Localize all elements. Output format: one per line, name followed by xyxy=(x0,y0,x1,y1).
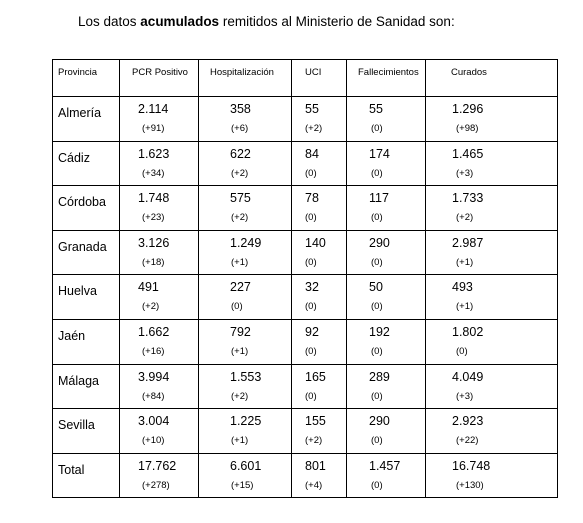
value-cell xyxy=(426,409,558,454)
daily-delta: (+23) xyxy=(142,212,165,224)
cumulative-value: 174 xyxy=(369,146,390,161)
cumulative-value: 3.004 xyxy=(138,414,170,429)
cumulative-value: 792 xyxy=(230,324,251,339)
header-provincia: Provincia xyxy=(53,60,120,97)
value-cell xyxy=(347,186,426,231)
header-pcr-positivo: PCR Positivo xyxy=(120,60,199,97)
daily-delta: (+2) xyxy=(231,167,249,179)
daily-delta: (+16) xyxy=(142,345,165,357)
daily-delta: (+34) xyxy=(142,167,165,179)
value-cell xyxy=(199,186,292,231)
cumulative-value: 491 xyxy=(138,280,159,295)
daily-delta: (0) xyxy=(371,256,383,268)
daily-delta: (+3) xyxy=(456,167,474,179)
value-cell xyxy=(120,453,199,498)
value-cell xyxy=(199,319,292,364)
cumulative-value: 50 xyxy=(369,280,383,295)
cumulative-value: 2.923 xyxy=(452,414,484,429)
daily-delta: (0) xyxy=(371,435,383,447)
value-cell xyxy=(199,97,292,142)
daily-delta: (+4) xyxy=(305,479,323,491)
value-cell xyxy=(199,409,292,454)
daily-delta: (0) xyxy=(305,256,317,268)
header-uci: UCI xyxy=(292,60,347,97)
provincia-cell: Almería xyxy=(53,97,120,142)
value-cell xyxy=(426,275,558,320)
value-cell xyxy=(426,141,558,186)
value-cell xyxy=(292,97,347,142)
daily-delta: (+15) xyxy=(231,479,254,491)
cumulative-value: 1.748 xyxy=(138,191,170,206)
value-cell xyxy=(292,364,347,409)
value-cell xyxy=(120,275,199,320)
table-row xyxy=(53,453,558,498)
value-cell xyxy=(120,141,199,186)
cumulative-value: 1.733 xyxy=(452,191,484,206)
value-cell xyxy=(292,453,347,498)
value-cell xyxy=(199,275,292,320)
value-cell xyxy=(120,230,199,275)
daily-delta: (0) xyxy=(371,345,383,357)
value-cell xyxy=(120,186,199,231)
table-row xyxy=(53,275,558,320)
value-cell xyxy=(426,319,558,364)
value-cell xyxy=(292,409,347,454)
value-cell xyxy=(426,453,558,498)
cumulative-value: 192 xyxy=(369,324,390,339)
cumulative-value: 358 xyxy=(230,102,251,116)
daily-delta: (+2) xyxy=(142,301,160,313)
cumulative-value: 84 xyxy=(305,146,319,161)
provincia-cell: Cádiz xyxy=(53,141,120,186)
intro-text xyxy=(78,14,455,29)
cumulative-value: 3.994 xyxy=(138,369,170,384)
daily-delta: (0) xyxy=(456,345,468,357)
daily-delta: (0) xyxy=(371,301,383,313)
provincia-cell: Sevilla xyxy=(53,409,120,454)
daily-delta: (+2) xyxy=(456,212,474,224)
cumulative-value: 493 xyxy=(452,280,473,295)
value-cell xyxy=(199,141,292,186)
cumulative-value: 6.601 xyxy=(230,458,262,473)
daily-delta: (0) xyxy=(371,123,383,134)
table-row xyxy=(53,141,558,186)
daily-delta: (+6) xyxy=(231,123,249,134)
value-cell xyxy=(426,364,558,409)
daily-delta: (+1) xyxy=(456,256,474,268)
value-cell xyxy=(426,230,558,275)
cumulative-value: 1.553 xyxy=(230,369,262,384)
daily-delta: (+84) xyxy=(142,390,165,402)
provincia-cell: Málaga xyxy=(53,364,120,409)
table-row xyxy=(53,364,558,409)
cumulative-value: 16.748 xyxy=(452,458,491,473)
cumulative-value: 1.465 xyxy=(452,146,484,161)
cumulative-value: 801 xyxy=(305,458,326,473)
daily-delta: (+1) xyxy=(231,256,249,268)
value-cell xyxy=(347,409,426,454)
cumulative-value: 78 xyxy=(305,191,319,206)
cumulative-value: 3.126 xyxy=(138,235,170,250)
value-cell xyxy=(120,97,199,142)
value-cell xyxy=(347,275,426,320)
value-cell xyxy=(426,186,558,231)
cumulative-value: 32 xyxy=(305,280,319,295)
value-cell xyxy=(292,275,347,320)
cumulative-value: 1.225 xyxy=(230,414,262,429)
cumulative-value: 227 xyxy=(230,280,251,295)
value-cell xyxy=(199,364,292,409)
daily-delta: (+3) xyxy=(456,390,474,402)
cumulative-value: 1.662 xyxy=(138,324,170,339)
daily-delta: (+1) xyxy=(456,301,474,313)
cumulative-value: 575 xyxy=(230,191,251,206)
cumulative-value: 1.296 xyxy=(452,102,484,116)
daily-delta: (+2) xyxy=(305,435,323,447)
value-cell xyxy=(347,141,426,186)
table-row xyxy=(53,409,558,454)
daily-delta: (0) xyxy=(305,301,317,313)
table-row xyxy=(53,230,558,275)
provincia-cell: Granada xyxy=(53,230,120,275)
daily-delta: (+2) xyxy=(305,123,323,134)
daily-delta: (+10) xyxy=(142,435,165,447)
cumulative-value: 1.623 xyxy=(138,146,170,161)
daily-delta: (+278) xyxy=(142,479,170,491)
value-cell xyxy=(426,97,558,142)
cumulative-value: 55 xyxy=(369,102,383,116)
provincia-cell: Córdoba xyxy=(53,186,120,231)
daily-delta: (+2) xyxy=(231,212,249,224)
provincia-cell: Huelva xyxy=(53,275,120,320)
value-cell xyxy=(292,141,347,186)
table-row xyxy=(53,186,558,231)
intro-after: remitidos al Ministerio de Sanidad son: xyxy=(219,14,455,29)
daily-delta: (+22) xyxy=(456,435,479,447)
cumulative-value: 1.802 xyxy=(452,324,484,339)
cumulative-value: 1.249 xyxy=(230,235,262,250)
value-cell xyxy=(199,230,292,275)
cumulative-value: 117 xyxy=(369,191,389,206)
cumulative-value: 17.762 xyxy=(138,458,177,473)
daily-delta: (0) xyxy=(305,390,317,402)
daily-delta: (0) xyxy=(231,301,243,313)
daily-delta: (0) xyxy=(371,390,383,402)
cumulative-value: 155 xyxy=(305,414,326,429)
daily-delta: (+130) xyxy=(456,479,484,491)
cumulative-value: 55 xyxy=(305,102,319,116)
daily-delta: (+18) xyxy=(142,256,165,268)
value-cell xyxy=(120,364,199,409)
cumulative-value: 2.114 xyxy=(138,102,169,116)
daily-delta: (0) xyxy=(371,167,383,179)
daily-delta: (0) xyxy=(371,479,383,491)
cumulative-value: 4.049 xyxy=(452,369,484,384)
value-cell xyxy=(292,230,347,275)
cumulative-value: 289 xyxy=(369,369,390,384)
table-row xyxy=(53,319,558,364)
header-hospitalizacion: Hospitalización xyxy=(199,60,292,97)
value-cell xyxy=(199,453,292,498)
value-cell xyxy=(347,453,426,498)
daily-delta: (+98) xyxy=(456,123,479,134)
value-cell xyxy=(347,319,426,364)
cumulative-value: 1.457 xyxy=(369,458,401,473)
cumulative-value: 622 xyxy=(230,146,251,161)
value-cell xyxy=(120,319,199,364)
daily-delta: (0) xyxy=(305,167,317,179)
value-cell xyxy=(292,319,347,364)
daily-delta: (+1) xyxy=(231,345,249,357)
cumulative-value: 165 xyxy=(305,369,326,384)
value-cell xyxy=(120,409,199,454)
table-row xyxy=(53,97,558,142)
intro-before: Los datos xyxy=(78,14,141,29)
cumulative-value: 290 xyxy=(369,414,390,429)
intro-bold: acumulados xyxy=(140,14,220,29)
daily-delta: (0) xyxy=(305,212,317,224)
daily-delta: (+91) xyxy=(142,123,165,134)
provincia-cell: Jaén xyxy=(53,319,120,364)
value-cell xyxy=(347,97,426,142)
daily-delta: (0) xyxy=(305,345,317,357)
value-cell xyxy=(347,364,426,409)
header-curados: Curados xyxy=(426,60,558,97)
cumulative-value: 140 xyxy=(305,235,326,250)
cumulative-value: 92 xyxy=(305,324,319,339)
value-cell xyxy=(292,186,347,231)
header-fallecimientos: Fallecimientos xyxy=(347,60,426,97)
daily-delta: (+2) xyxy=(231,390,249,402)
cumulative-value: 2.987 xyxy=(452,235,484,250)
header-row xyxy=(53,60,558,97)
provincia-cell: Total xyxy=(53,453,120,498)
data-table xyxy=(52,59,558,498)
value-cell xyxy=(347,230,426,275)
daily-delta: (+1) xyxy=(231,435,249,447)
daily-delta: (0) xyxy=(371,212,383,224)
cumulative-value: 290 xyxy=(369,235,390,250)
